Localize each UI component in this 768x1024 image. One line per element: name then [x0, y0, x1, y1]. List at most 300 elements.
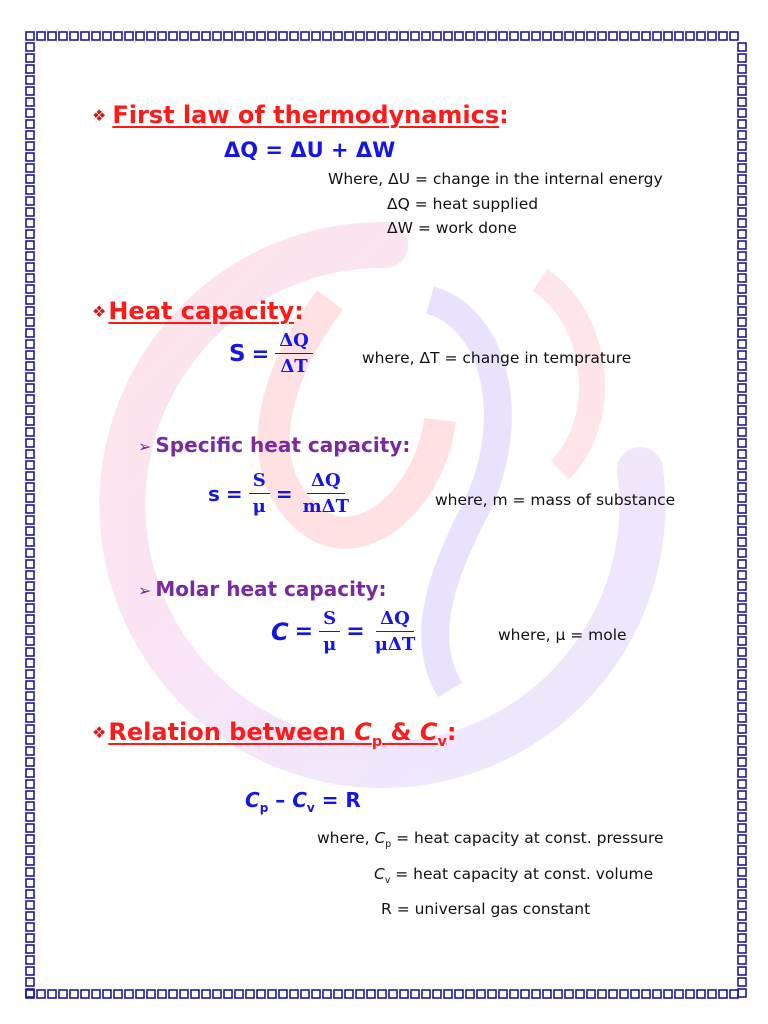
border-link — [26, 351, 34, 359]
border-link — [26, 318, 34, 326]
border-link — [26, 87, 34, 95]
border-link — [576, 32, 584, 40]
border-link — [26, 615, 34, 623]
border-link — [37, 990, 45, 998]
border-link — [510, 32, 518, 40]
border-link — [257, 990, 265, 998]
fraction: $\frac{\Delta Q}{\Delta T}$ — [275, 330, 313, 377]
border-link — [26, 505, 34, 513]
fraction: $\frac{S}{\mu}$ — [249, 470, 270, 517]
border-link — [738, 714, 746, 722]
border-link — [59, 32, 67, 40]
border-link — [268, 990, 276, 998]
border-link — [26, 285, 34, 293]
border-link — [738, 648, 746, 656]
border-link — [738, 659, 746, 667]
border-link — [697, 32, 705, 40]
border-link — [26, 417, 34, 425]
border-link — [26, 802, 34, 810]
border-link — [191, 32, 199, 40]
relation-where-r: R = universal gas constant — [381, 900, 591, 918]
border-link — [48, 32, 56, 40]
border-link — [26, 846, 34, 854]
border-link — [738, 912, 746, 920]
border-link — [26, 65, 34, 73]
border-link — [738, 725, 746, 733]
border-link — [738, 230, 746, 238]
border-link — [738, 901, 746, 909]
border-link — [26, 780, 34, 788]
border-link — [26, 516, 34, 524]
border-link — [26, 395, 34, 403]
fraction: $\frac{\Delta Q}{\text{μΔT}}$ — [374, 608, 416, 655]
border-link — [664, 32, 672, 40]
border-link — [738, 956, 746, 964]
relation-where-cp: where, $C_p$ = heat capacity at const. pressure — [317, 829, 664, 851]
where-line-1: Where, ΔU = change in the internal energy — [328, 170, 663, 188]
border-link — [235, 990, 243, 998]
border-link — [26, 230, 34, 238]
section-title-first-law: ❖ First law of thermodynamics: — [92, 101, 509, 129]
border-link — [26, 747, 34, 755]
diamond-bullet-icon: ❖ — [92, 302, 107, 321]
border-link — [26, 76, 34, 84]
border-link — [26, 560, 34, 568]
border-link — [554, 990, 562, 998]
border-link — [26, 54, 34, 62]
border-link — [26, 824, 34, 832]
border-link — [103, 990, 111, 998]
border-link — [738, 890, 746, 898]
border-link — [653, 990, 661, 998]
border-link — [738, 175, 746, 183]
border-link — [389, 990, 397, 998]
border-link — [738, 824, 746, 832]
border-link — [738, 263, 746, 271]
border-link — [738, 197, 746, 205]
border-link — [26, 241, 34, 249]
border-link — [334, 990, 342, 998]
border-link — [719, 990, 727, 998]
border-link — [738, 945, 746, 953]
border-link — [290, 990, 298, 998]
border-link — [738, 153, 746, 161]
border-link — [738, 736, 746, 744]
border-link — [738, 758, 746, 766]
border-link — [620, 990, 628, 998]
border-link — [367, 990, 375, 998]
arrow-bullet-icon: ➢ — [138, 581, 152, 600]
border-link — [26, 483, 34, 491]
border-link — [738, 813, 746, 821]
border-link — [664, 990, 672, 998]
border-link — [738, 208, 746, 216]
border-link — [323, 990, 331, 998]
border-link — [92, 990, 100, 998]
border-link — [26, 263, 34, 271]
border-link — [738, 131, 746, 139]
border-link — [738, 868, 746, 876]
border-link — [279, 32, 287, 40]
border-link — [543, 990, 551, 998]
border-link — [125, 32, 133, 40]
border-link — [26, 681, 34, 689]
border-link — [686, 32, 694, 40]
border-link — [738, 285, 746, 293]
molar-heat-equation: C = $\frac{S}{\mu}$ = $\frac{\Delta Q}{\text{μΔT}}$ — [268, 608, 422, 655]
molar-heat-where: where, μ = mole — [498, 626, 627, 644]
border-link — [26, 494, 34, 502]
border-link — [738, 934, 746, 942]
border-link — [738, 428, 746, 436]
border-link — [738, 835, 746, 843]
border-link — [356, 32, 364, 40]
border-link — [48, 990, 56, 998]
border-link — [147, 990, 155, 998]
border-link — [708, 32, 716, 40]
border-link — [26, 868, 34, 876]
border-link — [389, 32, 397, 40]
border-link — [738, 439, 746, 447]
border-link — [26, 109, 34, 117]
border-link — [26, 593, 34, 601]
border-link — [499, 32, 507, 40]
border-link — [114, 990, 122, 998]
border-link — [257, 32, 265, 40]
border-link — [26, 923, 34, 931]
border-link — [26, 32, 34, 40]
border-link — [26, 186, 34, 194]
border-link — [422, 990, 430, 998]
border-link — [738, 527, 746, 535]
specific-heat-equation: s = $\frac{S}{\mu}$ = $\frac{\Delta Q}{\text{mΔT}}$ — [205, 470, 356, 517]
border-link — [26, 208, 34, 216]
diamond-bullet-icon: ❖ — [92, 106, 107, 125]
border-link — [356, 990, 364, 998]
border-link — [738, 373, 746, 381]
border-link — [224, 990, 232, 998]
border-link — [738, 549, 746, 557]
border-link — [246, 32, 254, 40]
border-link — [444, 32, 452, 40]
border-link — [125, 990, 133, 998]
border-link — [26, 527, 34, 535]
border-link — [587, 32, 595, 40]
border-link — [642, 32, 650, 40]
border-link — [738, 626, 746, 634]
border-link — [147, 32, 155, 40]
border-link — [290, 32, 298, 40]
border-link — [312, 32, 320, 40]
border-link — [738, 857, 746, 865]
heat-capacity-where: where, ΔT = change in temprature — [362, 349, 632, 367]
border-link — [26, 153, 34, 161]
border-link — [26, 428, 34, 436]
border-link — [136, 32, 144, 40]
border-link — [26, 879, 34, 887]
border-link — [26, 472, 34, 480]
border-link — [499, 990, 507, 998]
border-link — [738, 120, 746, 128]
border-link — [738, 494, 746, 502]
border-link — [26, 857, 34, 865]
border-link — [738, 681, 746, 689]
border-link — [738, 98, 746, 106]
border-link — [378, 32, 386, 40]
border-link — [730, 32, 738, 40]
border-link — [455, 990, 463, 998]
subsection-title-specific: ➢ Specific heat capacity: — [138, 433, 411, 457]
border-link — [609, 32, 617, 40]
border-link — [158, 990, 166, 998]
border-link — [488, 32, 496, 40]
border-link — [738, 560, 746, 568]
border-link — [26, 197, 34, 205]
border-link — [738, 395, 746, 403]
border-link — [488, 990, 496, 998]
border-link — [169, 990, 177, 998]
border-link — [26, 604, 34, 612]
border-link — [738, 505, 746, 513]
border-link — [367, 32, 375, 40]
border-link — [738, 989, 746, 997]
border-link — [738, 692, 746, 700]
arrow-bullet-icon: ➢ — [138, 437, 152, 456]
border-link — [26, 175, 34, 183]
border-link — [180, 32, 188, 40]
border-link — [26, 956, 34, 964]
border-link — [70, 990, 78, 998]
border-link — [301, 990, 309, 998]
border-link — [26, 450, 34, 458]
border-link — [738, 109, 746, 117]
border-link — [565, 990, 573, 998]
border-link — [738, 923, 746, 931]
border-link — [521, 990, 529, 998]
border-link — [455, 32, 463, 40]
border-link — [631, 32, 639, 40]
border-link — [26, 43, 34, 51]
border-link — [345, 32, 353, 40]
first-law-equation: ΔQ = ΔU + ΔW — [224, 138, 396, 162]
border-link — [26, 219, 34, 227]
border-link — [433, 32, 441, 40]
border-link — [738, 362, 746, 370]
border-link — [738, 307, 746, 315]
border-link — [466, 990, 474, 998]
border-link — [738, 615, 746, 623]
border-link — [26, 912, 34, 920]
border-link — [738, 417, 746, 425]
relation-where-cv: $C_v$ = heat capacity at const. volume — [374, 865, 654, 887]
border-link — [92, 32, 100, 40]
border-link — [26, 637, 34, 645]
border-link — [26, 131, 34, 139]
border-link — [477, 990, 485, 998]
border-link — [444, 990, 452, 998]
border-link — [26, 98, 34, 106]
border-link — [26, 813, 34, 821]
border-link — [738, 791, 746, 799]
border-link — [738, 780, 746, 788]
border-link — [686, 990, 694, 998]
border-link — [738, 142, 746, 150]
border-link — [169, 32, 177, 40]
border-link — [26, 362, 34, 370]
border-link — [26, 835, 34, 843]
border-link — [202, 32, 210, 40]
border-link — [598, 990, 606, 998]
border-link — [26, 703, 34, 711]
border-link — [26, 890, 34, 898]
diamond-bullet-icon: ❖ — [92, 723, 107, 742]
border-link — [81, 990, 89, 998]
border-link — [738, 703, 746, 711]
border-link — [235, 32, 243, 40]
border-link — [114, 32, 122, 40]
border-link — [345, 990, 353, 998]
border-link — [675, 990, 683, 998]
border-link — [323, 32, 331, 40]
border-link — [738, 252, 746, 260]
specific-heat-where: where, m = mass of substance — [435, 491, 676, 509]
border-link — [26, 967, 34, 975]
border-link — [103, 32, 111, 40]
border-link — [466, 32, 474, 40]
border-link — [26, 769, 34, 777]
border-link — [158, 32, 166, 40]
border-link — [26, 626, 34, 634]
border-link — [26, 329, 34, 337]
border-link — [433, 990, 441, 998]
border-link — [26, 461, 34, 469]
border-link — [738, 65, 746, 73]
border-link — [26, 791, 34, 799]
border-link — [26, 307, 34, 315]
border-link — [738, 879, 746, 887]
border-link — [738, 329, 746, 337]
border-link — [738, 76, 746, 84]
border-link — [180, 990, 188, 998]
border-link — [738, 571, 746, 579]
border-link — [521, 32, 529, 40]
border-link — [26, 670, 34, 678]
border-link — [411, 32, 419, 40]
border-link — [26, 296, 34, 304]
border-link — [26, 164, 34, 172]
section-title-heat-capacity: ❖Heat capacity: — [92, 297, 304, 325]
border-link — [26, 934, 34, 942]
border-link — [268, 32, 276, 40]
border-link — [213, 990, 221, 998]
border-link — [26, 384, 34, 392]
border-link — [642, 990, 650, 998]
border-link — [609, 990, 617, 998]
border-link — [477, 32, 485, 40]
border-link — [738, 87, 746, 95]
border-link — [400, 32, 408, 40]
border-link — [26, 571, 34, 579]
border-link — [738, 241, 746, 249]
border-link — [738, 274, 746, 282]
border-link — [738, 406, 746, 414]
border-link — [334, 32, 342, 40]
border-link — [191, 990, 199, 998]
where-line-3: ΔW = work done — [387, 219, 517, 237]
border-link — [26, 549, 34, 557]
fraction: $\frac{S}{\mu}$ — [319, 608, 340, 655]
border-link — [565, 32, 573, 40]
border-link — [738, 538, 746, 546]
border-link — [738, 54, 746, 62]
border-link — [532, 990, 540, 998]
border-link — [708, 990, 716, 998]
border-link — [246, 990, 254, 998]
border-link — [378, 990, 386, 998]
border-link — [26, 725, 34, 733]
border-link — [738, 967, 746, 975]
border-link — [738, 802, 746, 810]
border-link — [543, 32, 551, 40]
border-link — [738, 186, 746, 194]
border-link — [26, 252, 34, 260]
border-link — [738, 670, 746, 678]
border-link — [26, 406, 34, 414]
border-link — [738, 978, 746, 986]
border-link — [26, 692, 34, 700]
border-link — [738, 593, 746, 601]
border-link — [587, 990, 595, 998]
border-link — [730, 990, 738, 998]
border-link — [26, 978, 34, 986]
border-link — [738, 450, 746, 458]
border-link — [301, 32, 309, 40]
border-link — [26, 538, 34, 546]
border-link — [738, 318, 746, 326]
border-link — [738, 164, 746, 172]
border-link — [26, 120, 34, 128]
border-link — [738, 483, 746, 491]
border-link — [400, 990, 408, 998]
border-link — [532, 32, 540, 40]
border-link — [697, 990, 705, 998]
border-link — [738, 219, 746, 227]
fraction: $\frac{\Delta Q}{\text{mΔT}}$ — [302, 470, 350, 517]
border-link — [26, 439, 34, 447]
border-link — [738, 747, 746, 755]
border-link — [598, 32, 606, 40]
section-title-relation: ❖Relation between $C_p$ & $C_v$: — [92, 718, 457, 750]
heat-capacity-equation: S = $\frac{\Delta Q}{\Delta T}$ — [226, 330, 316, 377]
border-link — [738, 604, 746, 612]
border-link — [37, 32, 45, 40]
where-line-2: ΔQ = heat supplied — [387, 195, 539, 213]
border-link — [653, 32, 661, 40]
border-link — [738, 384, 746, 392]
border-link — [738, 43, 746, 51]
border-link — [224, 32, 232, 40]
border-link — [738, 461, 746, 469]
border-link — [26, 648, 34, 656]
border-link — [26, 714, 34, 722]
border-link — [26, 582, 34, 590]
border-link — [738, 582, 746, 590]
relation-equation: $C_p - C_v = R$ — [245, 788, 361, 815]
border-link — [738, 846, 746, 854]
border-link — [411, 990, 419, 998]
border-link — [738, 340, 746, 348]
border-link — [136, 990, 144, 998]
